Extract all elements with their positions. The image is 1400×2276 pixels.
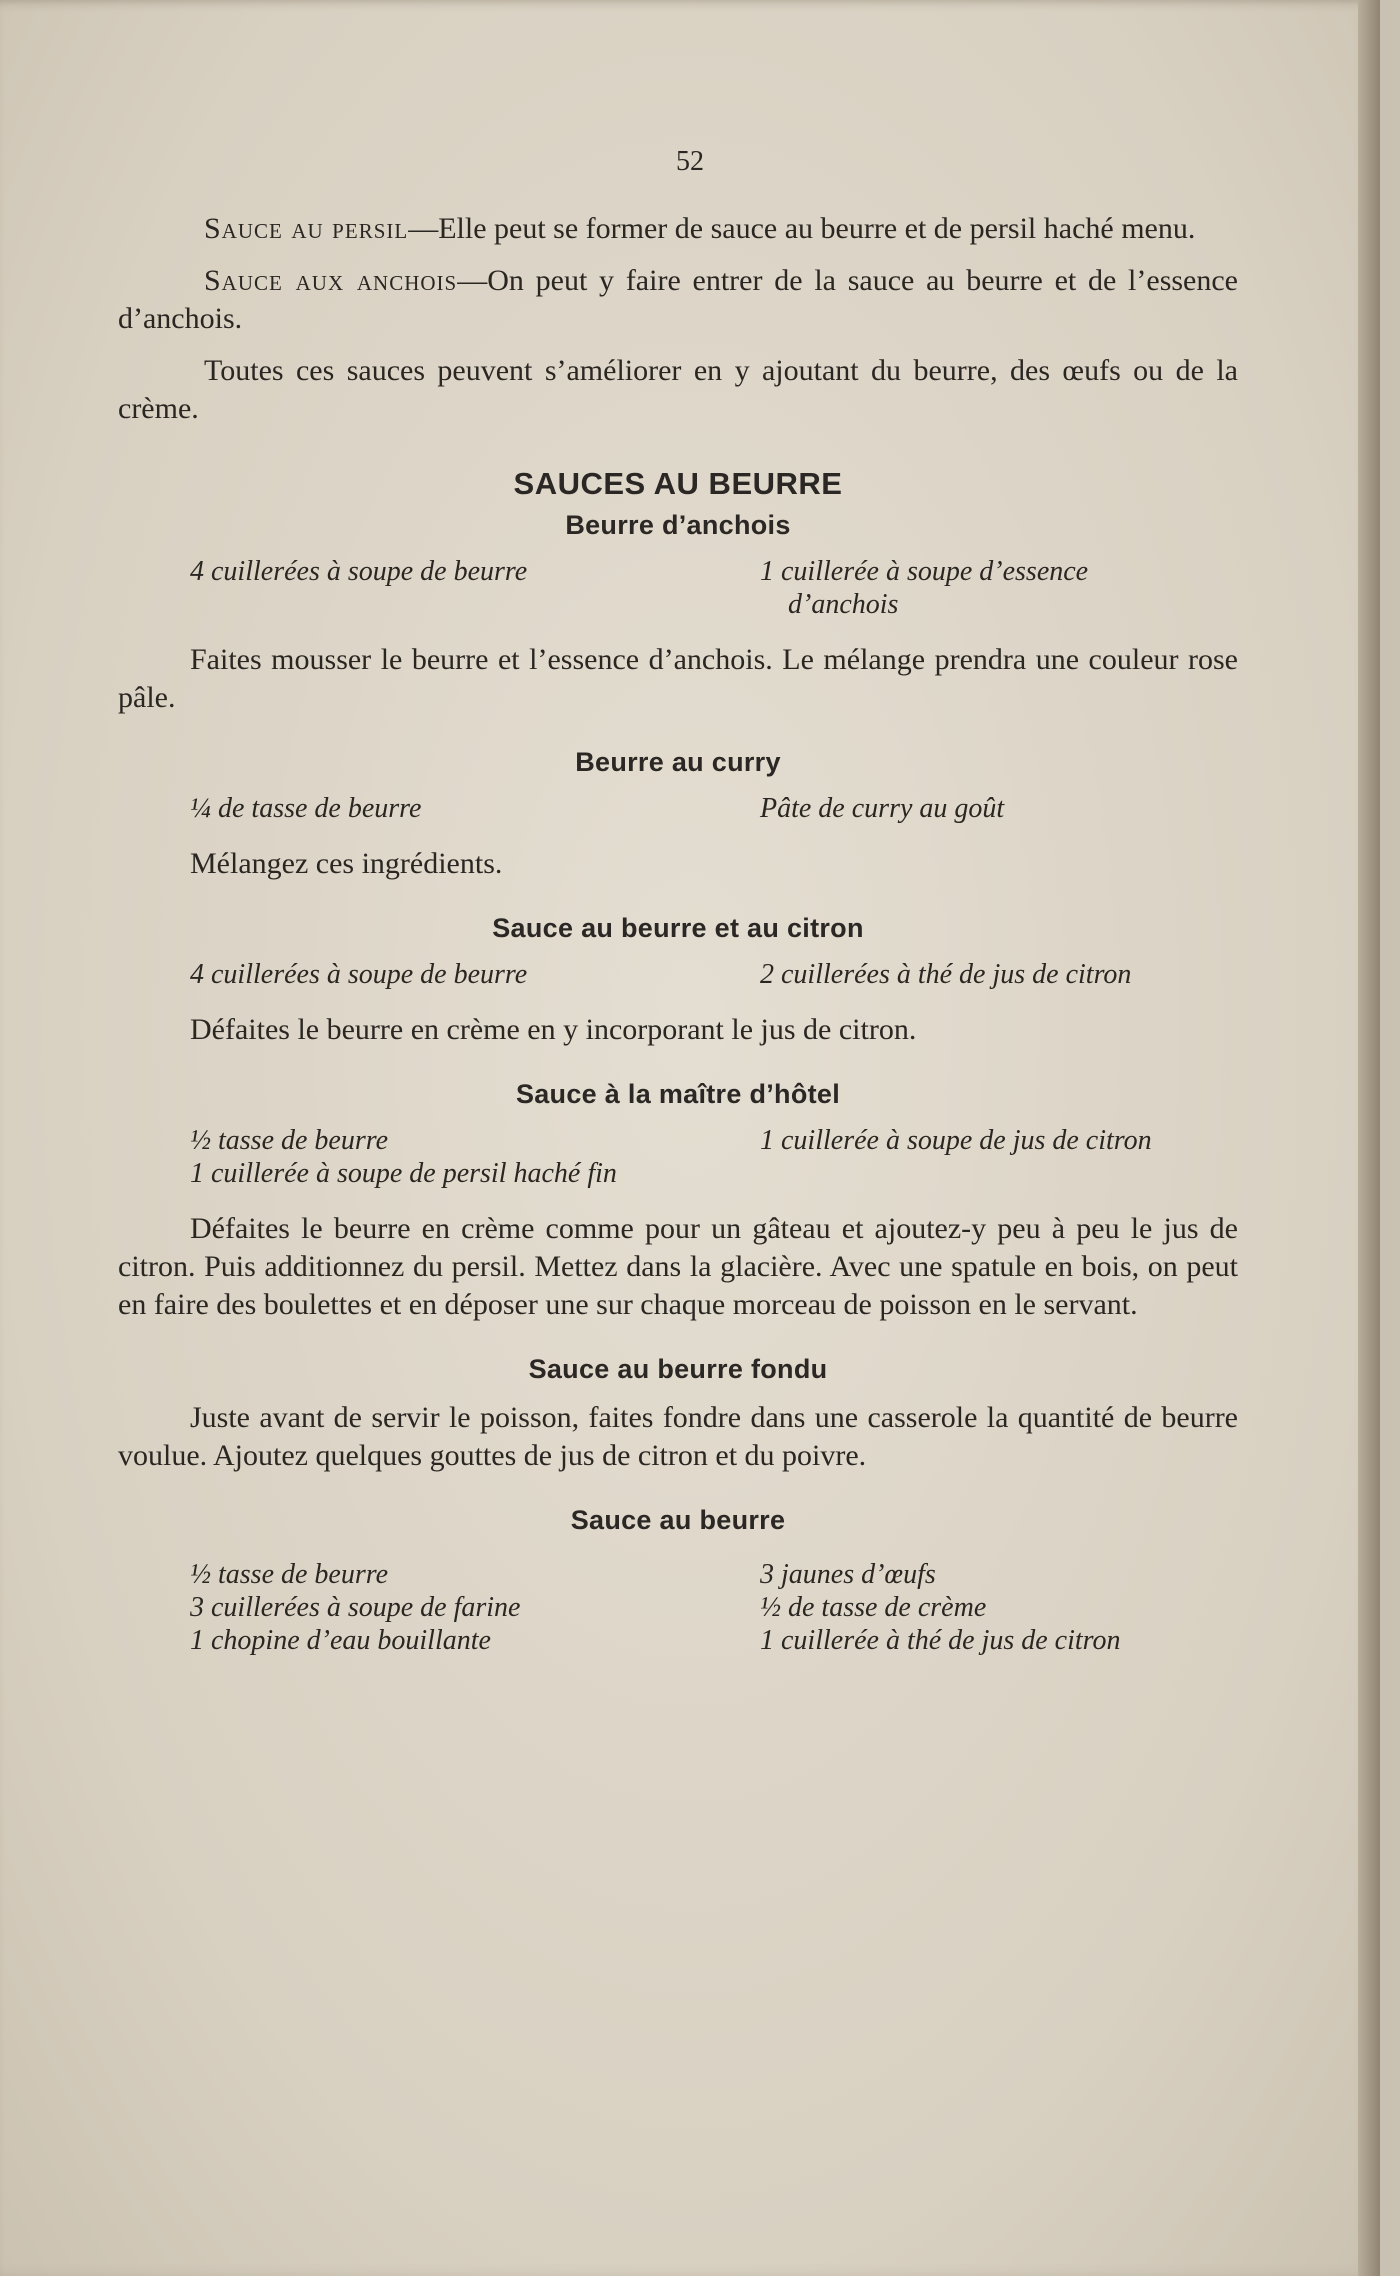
page-content — [118, 210, 1238, 1677]
recipe-instructions: Défaites le beurre en crème en y incorporant le jus de citron. — [190, 1013, 917, 1046]
intro-lead: Sauce aux anchois — [204, 264, 458, 297]
recipe-title: Beurre d’anchois — [565, 510, 791, 540]
ingredient-column-left — [190, 1124, 660, 1190]
recipe-instructions: Juste avant de servir le poisson, faites fondre dans une casserole la quantité de beurre voulue. Ajoutez quelques gouttes de jus de citron et du poivre. — [118, 1401, 1238, 1472]
ingredient: 1 cuillerée à soupe d’essence d’anchois — [760, 556, 1089, 620]
recipe-instructions: Faites mousser le beurre et l’essence d’anchois. Le mélange prendra une couleur rose pâle. — [118, 643, 1238, 714]
recipe-title: Sauce au beurre et au citron — [492, 913, 864, 943]
ingredient: 1 cuillerée à soupe de jus de citron — [760, 1125, 1152, 1156]
ingredient: ½ tasse de beurre — [190, 1125, 389, 1156]
intro-paragraph — [118, 262, 1238, 338]
ingredient: 3 cuillerées à soupe de farine — [190, 1592, 521, 1623]
ingredient: 4 cuillerées à soupe de beurre — [190, 556, 528, 587]
ingredient-list — [190, 792, 1190, 825]
ingredient: ¼ de tasse de beurre — [190, 793, 422, 824]
ingredient-column-left — [190, 555, 660, 621]
ingredient-column-right — [760, 1124, 1190, 1190]
ingredient-column-right — [760, 1558, 1190, 1657]
ingredient: Pâte de curry au goût — [760, 793, 1005, 824]
page-number: 52 — [676, 146, 704, 177]
recipe-title: Sauce au beurre — [570, 1505, 786, 1535]
intro-paragraph — [118, 210, 1238, 248]
ingredient: 1 chopine d’eau bouillante — [190, 1625, 491, 1656]
ingredient-list — [190, 1558, 1190, 1657]
section-title: SAUCES AU BEURRE — [513, 466, 843, 501]
intro-paragraph — [118, 352, 1238, 428]
ingredient: ½ tasse de beurre — [190, 1559, 389, 1590]
ingredient: 1 cuillerée à soupe de persil haché fin — [190, 1158, 617, 1189]
ingredient-column-left — [190, 958, 660, 991]
ingredient: 3 jaunes d’œufs — [760, 1559, 936, 1590]
page-edge — [1358, 0, 1380, 2276]
recipe-title: Sauce au beurre fondu — [528, 1354, 828, 1384]
ingredient-column-left — [190, 1558, 660, 1657]
ingredient: ½ de tasse de crème — [760, 1592, 987, 1623]
ingredient-list — [190, 1124, 1190, 1190]
recipe-instructions: Défaites le beurre en crème comme pour un gâteau et ajoutez-y peu à peu le jus de citron. Puis additionnez du persil. Mettez dans la glacière. Avec une spatule en bois, on peut en faire des boulettes et en déposer une sur chaque morceau de poisson en le servant. — [118, 1212, 1238, 1321]
ingredient: 1 cuillerée à thé de jus de citron — [760, 1625, 1121, 1656]
ingredient-list — [190, 555, 1190, 621]
ingredient-column-right — [760, 555, 1190, 621]
intro-text: —Elle peut se former de sauce au beurre et de persil haché menu. — [408, 212, 1196, 245]
recipe-title: Beurre au curry — [575, 747, 781, 777]
recipe-title: Sauce à la maître d’hôtel — [515, 1079, 841, 1109]
ingredient-column-left — [190, 792, 660, 825]
intro-text: —On peut y faire entrer de la sauce au beurre et de l’essence d’anchois. — [118, 264, 1238, 335]
intro-text: Toutes ces sauces peuvent s’améliorer en y ajoutant du beurre, des œufs ou de la crème. — [118, 354, 1238, 425]
ingredient-column-right — [760, 792, 1190, 825]
ingredient-column-right — [760, 958, 1190, 991]
ingredient-list — [190, 958, 1190, 991]
ingredient: 4 cuillerées à soupe de beurre — [190, 959, 528, 990]
recipe-instructions: Mélangez ces ingrédients. — [190, 847, 503, 880]
intro-lead: Sauce au persil — [204, 212, 409, 245]
ingredient: 2 cuillerées à thé de jus de citron — [760, 959, 1132, 990]
